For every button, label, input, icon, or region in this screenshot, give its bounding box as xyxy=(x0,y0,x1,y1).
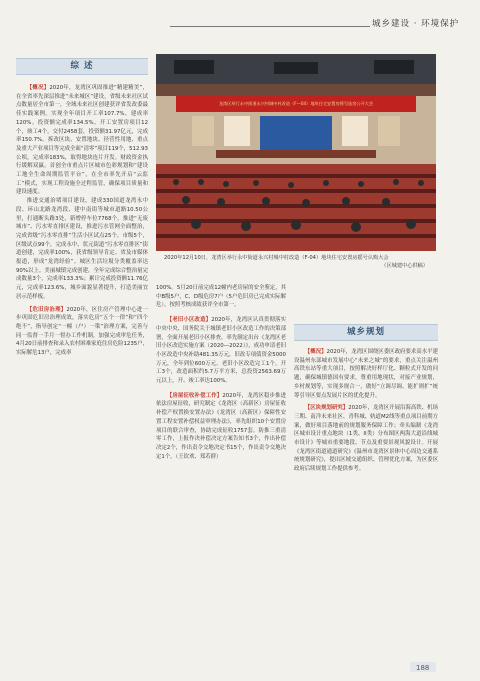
planning-overview-paragraph: 【概况】2020年，龙湾区围绕区委区政府要求高水平建设温州东部城市发展中心“未来之城”的要求，重点关注温州高铁东站等重大项目，按照解决好样厅化、颗粒式开发的问题，确保城镇德国有要求，尊重用地现状，对接产业规划，乡村规划等，实现多规合一，做好“立调尽调、能扩则扩”统筹引导区要点发展片区的优化提升。 xyxy=(294,349,438,399)
header-rule xyxy=(170,26,370,27)
page-number: 188 xyxy=(416,664,430,672)
event-photo xyxy=(156,54,436,251)
overview-paragraph-1: 【概况】2020年，龙湾区巩固推进“精建精美”，在全省率先深层推进“未来城区”建设，省级未来社区试点数量居全市第一，全域未来社区创建获评省发改委最佳实践案例。实现全年项目开工率107.7%，建成率120%。投资额完成率134.5%。开工安置房项目12个，竣工4个，交付2458套，投资额31.97亿元，完成率150.7%。拆改区块、安置地块、径营性用地、重点及重大产业项目等完成全面“清零”项目119个，512.93公顷，完成率183%，取得地块连片开发。财政资金执行缓解双赢。首创全市重点片区城市色彩规划和“建设工地全生命周期监管平台”，在全市率先开启“云监工”模式，实现工程设施全过程监管，确保项目质量和建设速度。 xyxy=(16,85,148,196)
overview-paragraph-2: 推进交通治堵项目建设，建成330国道龙湾永中段、环山北路龙湾段、建中南街等城市道路10.50公里，打通断头路3处，新增停车位7768个。推进“无废城市”、污水零直排区建设，推进污水管网全面整治，完成省级“污水零直排”生活小区试点25个，市级5个，区级试点99个，完成永中、状元街道“污水零直排区”街道创建，完成率100%，获省级领导肯定、省及市媒体报道，形成“龙湾经验”。城区生活垃圾分类覆盖率达90%以上。美丽城镇完成创建，全年完成综合整治量完成数量3个，完成率133.3%；累计完成投资额11.76亿元，完成率123.6%，城乡面貌显著提升，打造美丽宜居示范样板。 xyxy=(16,198,148,300)
planning-heading: 城乡规划 xyxy=(294,324,438,341)
photo-credit: （区城建中心供稿） xyxy=(381,263,428,269)
overview-heading: 综 述 xyxy=(16,58,148,75)
section-title: 城乡建设 · 环境保护 xyxy=(372,19,460,29)
left-column xyxy=(16,84,148,654)
old-house-continued: 100%。5月20日前完成12幢内老房屋的安全鉴定，其中B级5户，C、D级危房7户（5户危旧房已完成实际解危），按照考核成绩获评全市第一。 xyxy=(156,285,286,309)
right-column xyxy=(294,348,438,658)
photo-banner-text: 龙湾区举行永中街道永兴村城中村改造（F—04）地块住宅安置房摇号选房公开大会 xyxy=(218,101,374,106)
old-house-paragraph: 【危旧房治理】2020年，区住房产管理中心进一步巩固危旧房治理成效，落实危房“五个一律”和“四个绝不”，指导创定“一幢（户）一策”治理方案，完善与同一监督一手月一督办工作机制，加强完成审危任务，4月20日前排查和录入农村困难家庭住房危险1235户，实际解危13户，完成率 xyxy=(16,306,148,357)
block-planning-paragraph: 【区块规划研究】2020年，龙湾区开展沿海高铁、机场三期、南洋未来社区、青科城、轨道M2线等重点项目前期方案，做好项目落地前的规划服务保障工作；牵头编制《龙湾区城市设计重点地块（1类、II类）分布图区两海大道沿线城市设计》等城市重要地段、节点及重要景观风貌设计。开展《龙湾区街道通道研究》《温州市龙湾区景体中心周边交通系统规划研究》，提出区域交通组织、管理优化方案，为区委区政府后续规划工作提供参考。 xyxy=(294,405,438,473)
expropriation-paragraph: 【房屋征收补偿工作】2020年，龙湾区稳步推进依法房屋征收，研究制定《龙湾区（高新区）房屋征收补偿产权置换安置办法》《龙湾区（高新区）保障性安置工程安置补偿权益审理办法》，率先组织10个安置房项目的联合审查，协助完成征收1757套。防推三重清零工作，上报作决补偿决定方案告知书3个，作出补偿决定2个，作出责令交地决定书15个，作出责令交地决定1个。（王钦欢、郑若群） xyxy=(156,392,286,460)
old-community-paragraph: 【老旧小区改造】2020年，龙湾区认真贯彻落实中央中央、国务院关于城镇老旧小区改造工作的决策部署，全面开展老旧小区排查，率先制定出台《龙湾区老旧小区改造实施方案（2020—2022）》，成功申请老旧小区改造中央补助481.35万元，旧改专项债资金5000万元，全年到位600万元。老旧小区改造完工1个，开工3个，改造面积约5.7万平方米，总投资2563.69万元以上，开、竣工率达100%。 xyxy=(156,317,286,385)
photo-caption: 2020年12月10日，龙湾区举行永中街道永兴村城中村改造（F-04）地块住宅安置房摇号认购大会 （区城建中心供稿） xyxy=(164,254,434,270)
middle-column xyxy=(156,284,286,656)
